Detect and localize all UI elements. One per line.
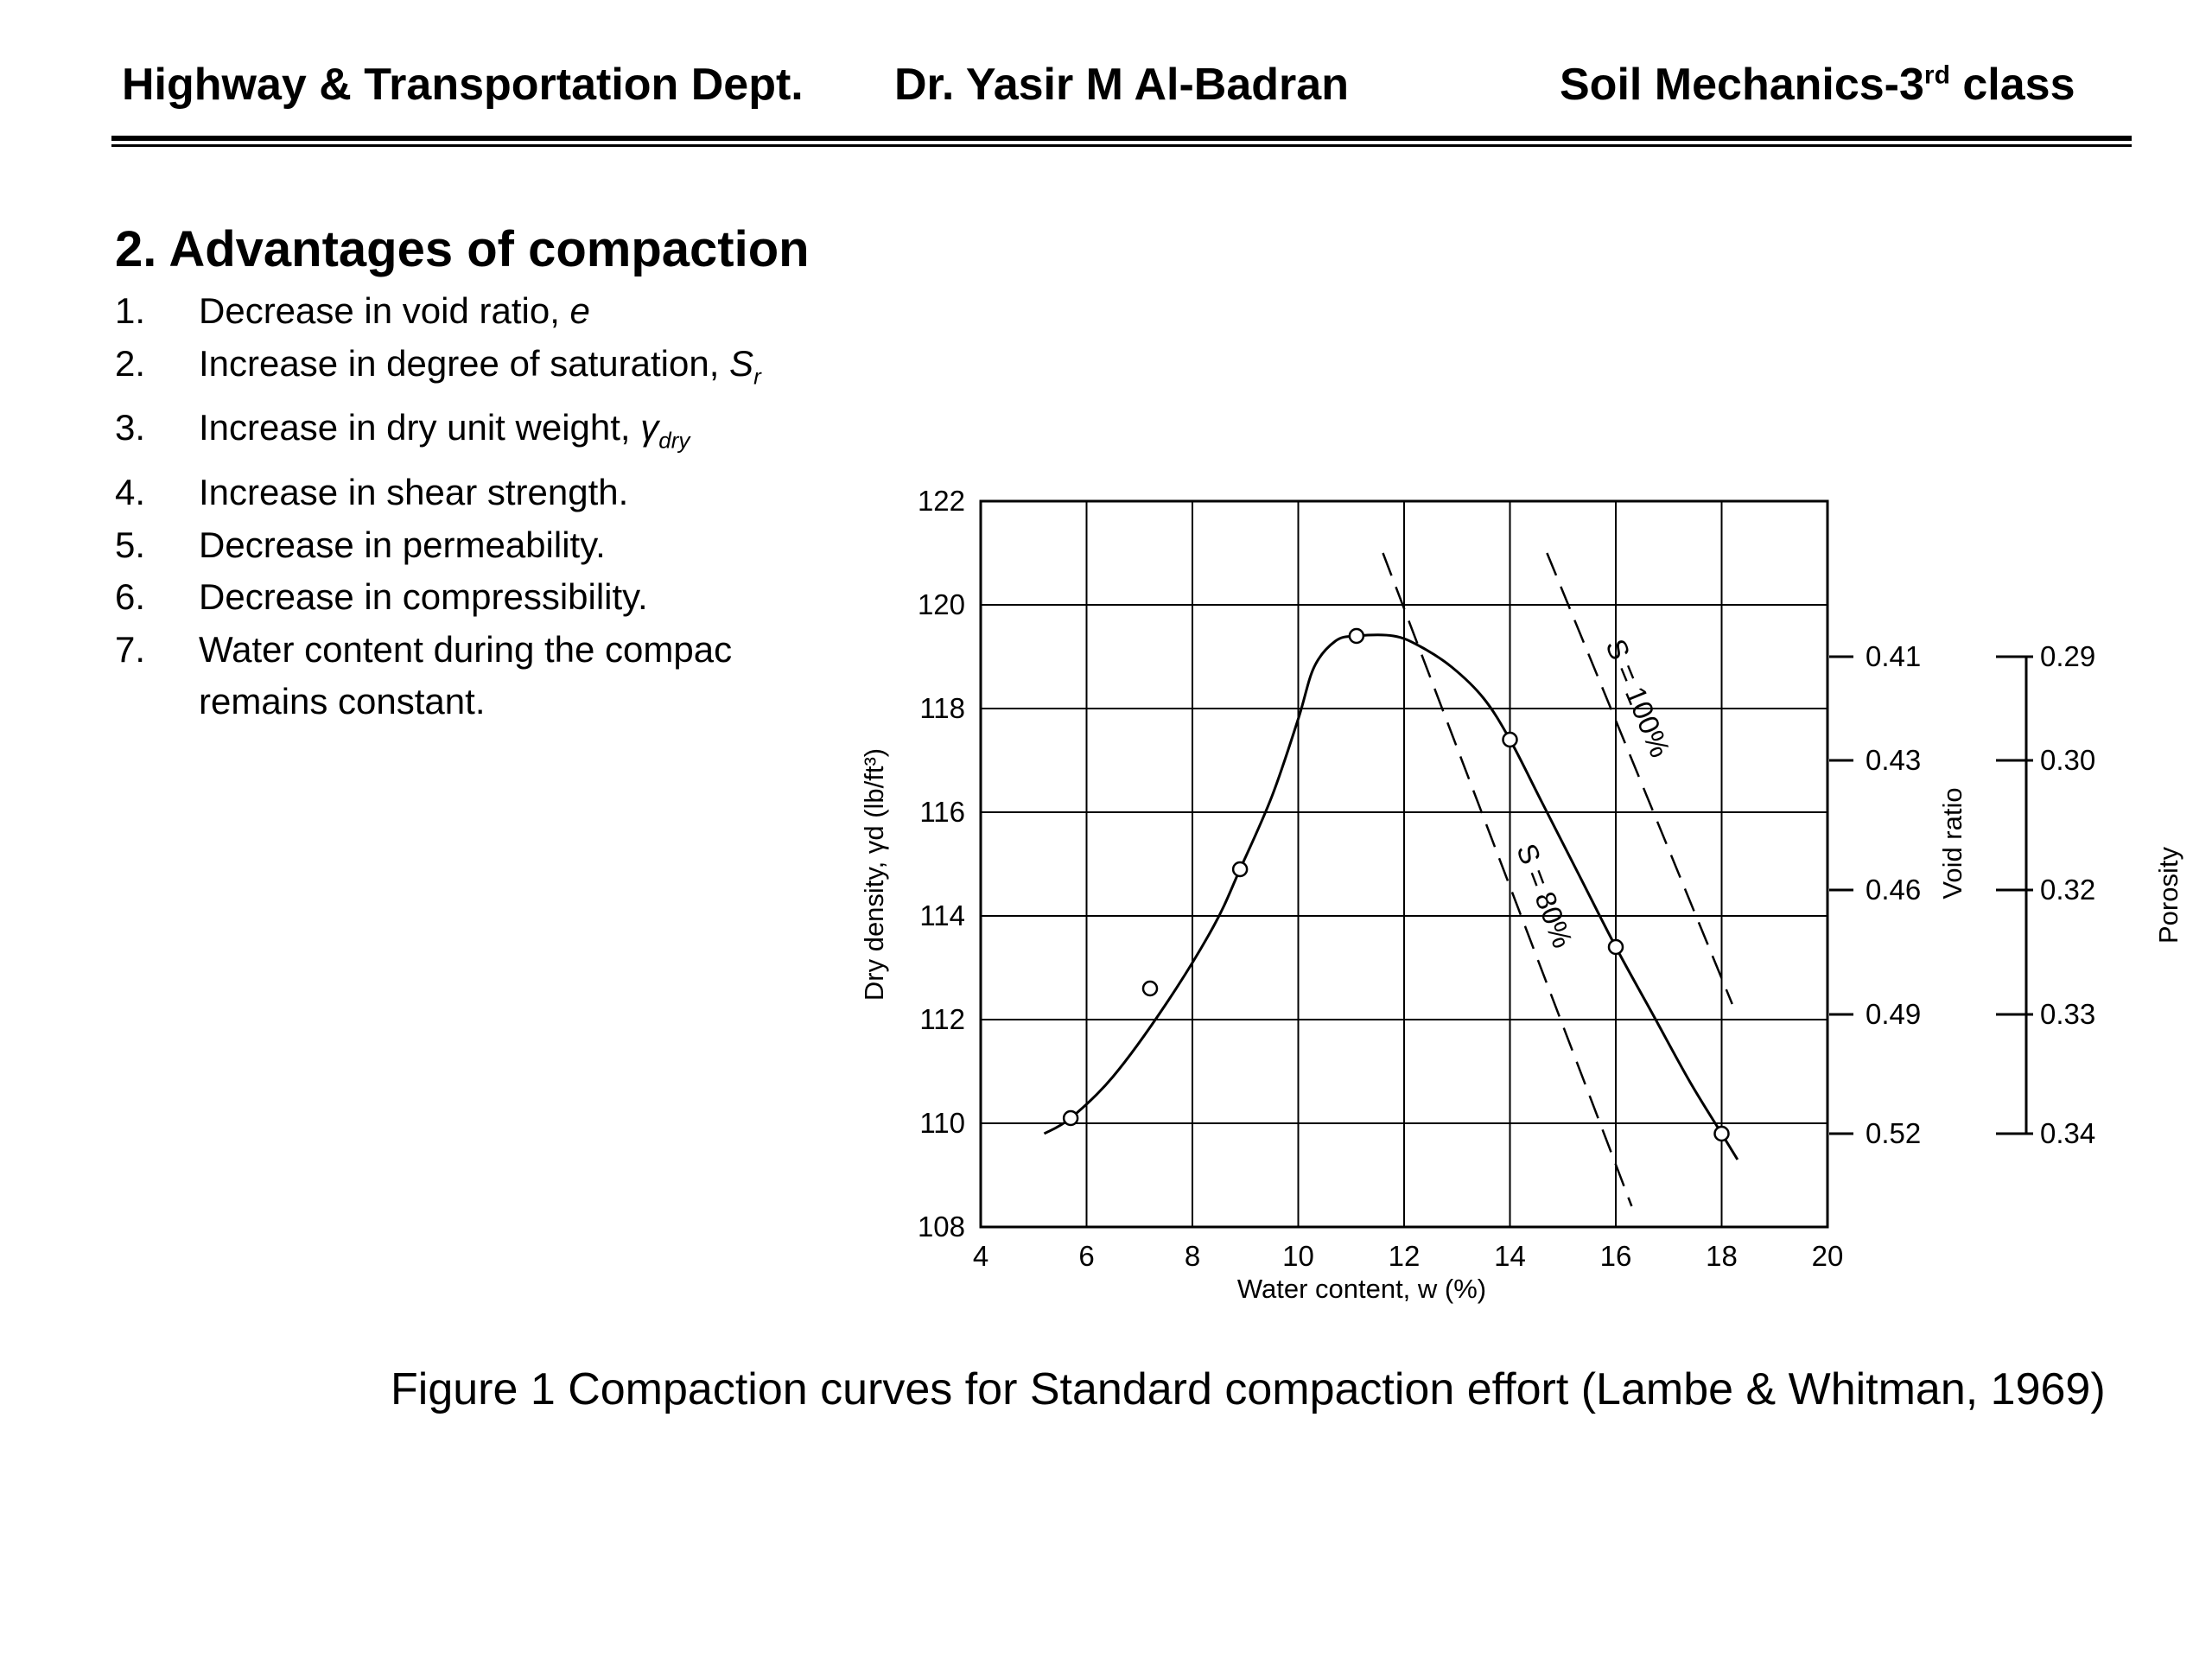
y-tick-label: 122 — [917, 485, 965, 517]
list-item-number: 1. — [115, 290, 146, 331]
x-tick-label: 10 — [1282, 1240, 1314, 1272]
list-item-text: Decrease in compressibility. — [199, 576, 648, 618]
list-item — [115, 338, 806, 403]
x-tick-label: 12 — [1388, 1240, 1421, 1272]
x-tick-label: 16 — [1599, 1240, 1632, 1272]
header-rule-thick — [111, 136, 2132, 141]
y-tick-label: 114 — [919, 899, 965, 931]
compaction-chart — [821, 467, 2183, 1348]
saturation-line — [1383, 553, 1632, 1206]
list-item-number: 4. — [115, 472, 146, 513]
chart-grid — [981, 501, 1827, 1227]
list-item-continuation: remains constant. — [199, 681, 486, 722]
void-ratio-tick-label: 0.46 — [1866, 874, 1922, 906]
list-item — [115, 624, 806, 677]
header-course-suffix: class — [1949, 60, 2075, 110]
x-tick-label: 4 — [972, 1240, 989, 1272]
list-item-text — [199, 285, 590, 338]
list-item-text: Water content during the compac — [199, 628, 733, 670]
y-tick-label: 108 — [917, 1211, 965, 1243]
list-item-number: 5. — [115, 524, 146, 565]
list-item-text — [199, 402, 690, 467]
list-item-label: Increase in dry unit weight, — [199, 407, 641, 448]
list-item — [115, 519, 806, 572]
list-item — [115, 402, 806, 467]
x-tick-label: 8 — [1184, 1240, 1201, 1272]
list-item-label: Decrease in void ratio, — [199, 290, 570, 331]
section-title: 2. Advantages of compaction — [115, 221, 810, 277]
list-item-number: 2. — [115, 342, 146, 384]
y-tick-label: 116 — [919, 796, 965, 828]
data-point — [1233, 862, 1247, 876]
x-axis-label: Water content, w (%) — [1236, 1274, 1487, 1304]
void-ratio-tick-label: 0.52 — [1866, 1117, 1922, 1149]
list-item-subscript: dry — [658, 427, 690, 454]
list-item-subscript: r — [753, 362, 761, 389]
figure-caption: Figure 1 Compaction curves for Standard compaction effort (Lambe & Whitman, 1969) — [391, 1364, 2106, 1414]
list-item-number: 6. — [115, 576, 146, 618]
list-item-label: Increase in degree of saturation, — [199, 342, 730, 384]
header-course — [1560, 59, 2075, 111]
y-tick-labels — [918, 485, 965, 1243]
data-point — [1064, 1111, 1077, 1125]
header-author: Dr. Yasir M Al-Badran — [894, 60, 1349, 110]
data-point — [1143, 982, 1157, 995]
list-item-symbol: e — [569, 290, 590, 331]
x-tick-label: 20 — [1811, 1240, 1844, 1272]
header-department: Highway & Transportation Dept. — [122, 60, 804, 110]
x-tick-labels — [973, 1240, 1844, 1272]
list-item-symbol: S — [729, 342, 754, 384]
saturation-line-label: S = 80% — [1510, 839, 1580, 952]
data-point — [1715, 1127, 1729, 1141]
y-axis-label: Dry density, γd (lb/ft³) — [859, 747, 889, 1001]
header-course-prefix: Soil Mechanics-3 — [1560, 60, 1924, 110]
void-ratio-tick-label: 0.43 — [1866, 744, 1922, 776]
y-tick-label: 120 — [917, 588, 965, 620]
saturation-line-label: S = 100% — [1599, 634, 1677, 762]
x-tick-label: 14 — [1494, 1240, 1526, 1272]
list-item — [115, 285, 806, 338]
list-item — [115, 467, 806, 519]
header-rule-thin — [111, 144, 2132, 147]
y-tick-label: 110 — [919, 1107, 965, 1139]
porosity-tick-label: 0.32 — [2040, 874, 2096, 906]
list-item-text: Increase in shear strength. — [199, 472, 629, 513]
y-tick-label: 112 — [919, 1003, 965, 1035]
void-ratio-tick-label: 0.49 — [1866, 998, 1922, 1030]
porosity-label: Porosity — [2153, 847, 2183, 944]
porosity-tick-label: 0.30 — [2040, 744, 2096, 776]
void-ratio-axis — [1829, 640, 1921, 1149]
data-point — [1609, 940, 1623, 954]
data-point — [1503, 733, 1517, 747]
void-ratio-tick-label: 0.41 — [1866, 640, 1922, 672]
header-course-sup: rd — [1923, 60, 1950, 90]
list-item-text — [199, 338, 761, 403]
data-point — [1350, 629, 1363, 643]
advantages-list — [115, 285, 806, 728]
porosity-tick-label: 0.29 — [2040, 640, 2096, 672]
list-item-symbol: γ — [640, 407, 659, 448]
list-item-number: 3. — [115, 407, 146, 448]
porosity-axis — [1996, 640, 2095, 1149]
saturation-lines — [1383, 553, 1732, 1206]
porosity-tick-label: 0.34 — [2040, 1117, 2096, 1149]
list-item-text: Decrease in permeability. — [199, 524, 606, 565]
list-item-number: 7. — [115, 628, 146, 670]
x-tick-label: 6 — [1078, 1240, 1095, 1272]
void-ratio-label: Void ratio — [1937, 787, 1967, 899]
porosity-tick-label: 0.33 — [2040, 998, 2096, 1030]
y-tick-label: 118 — [919, 692, 965, 724]
list-item — [115, 571, 806, 624]
x-tick-label: 18 — [1706, 1240, 1738, 1272]
